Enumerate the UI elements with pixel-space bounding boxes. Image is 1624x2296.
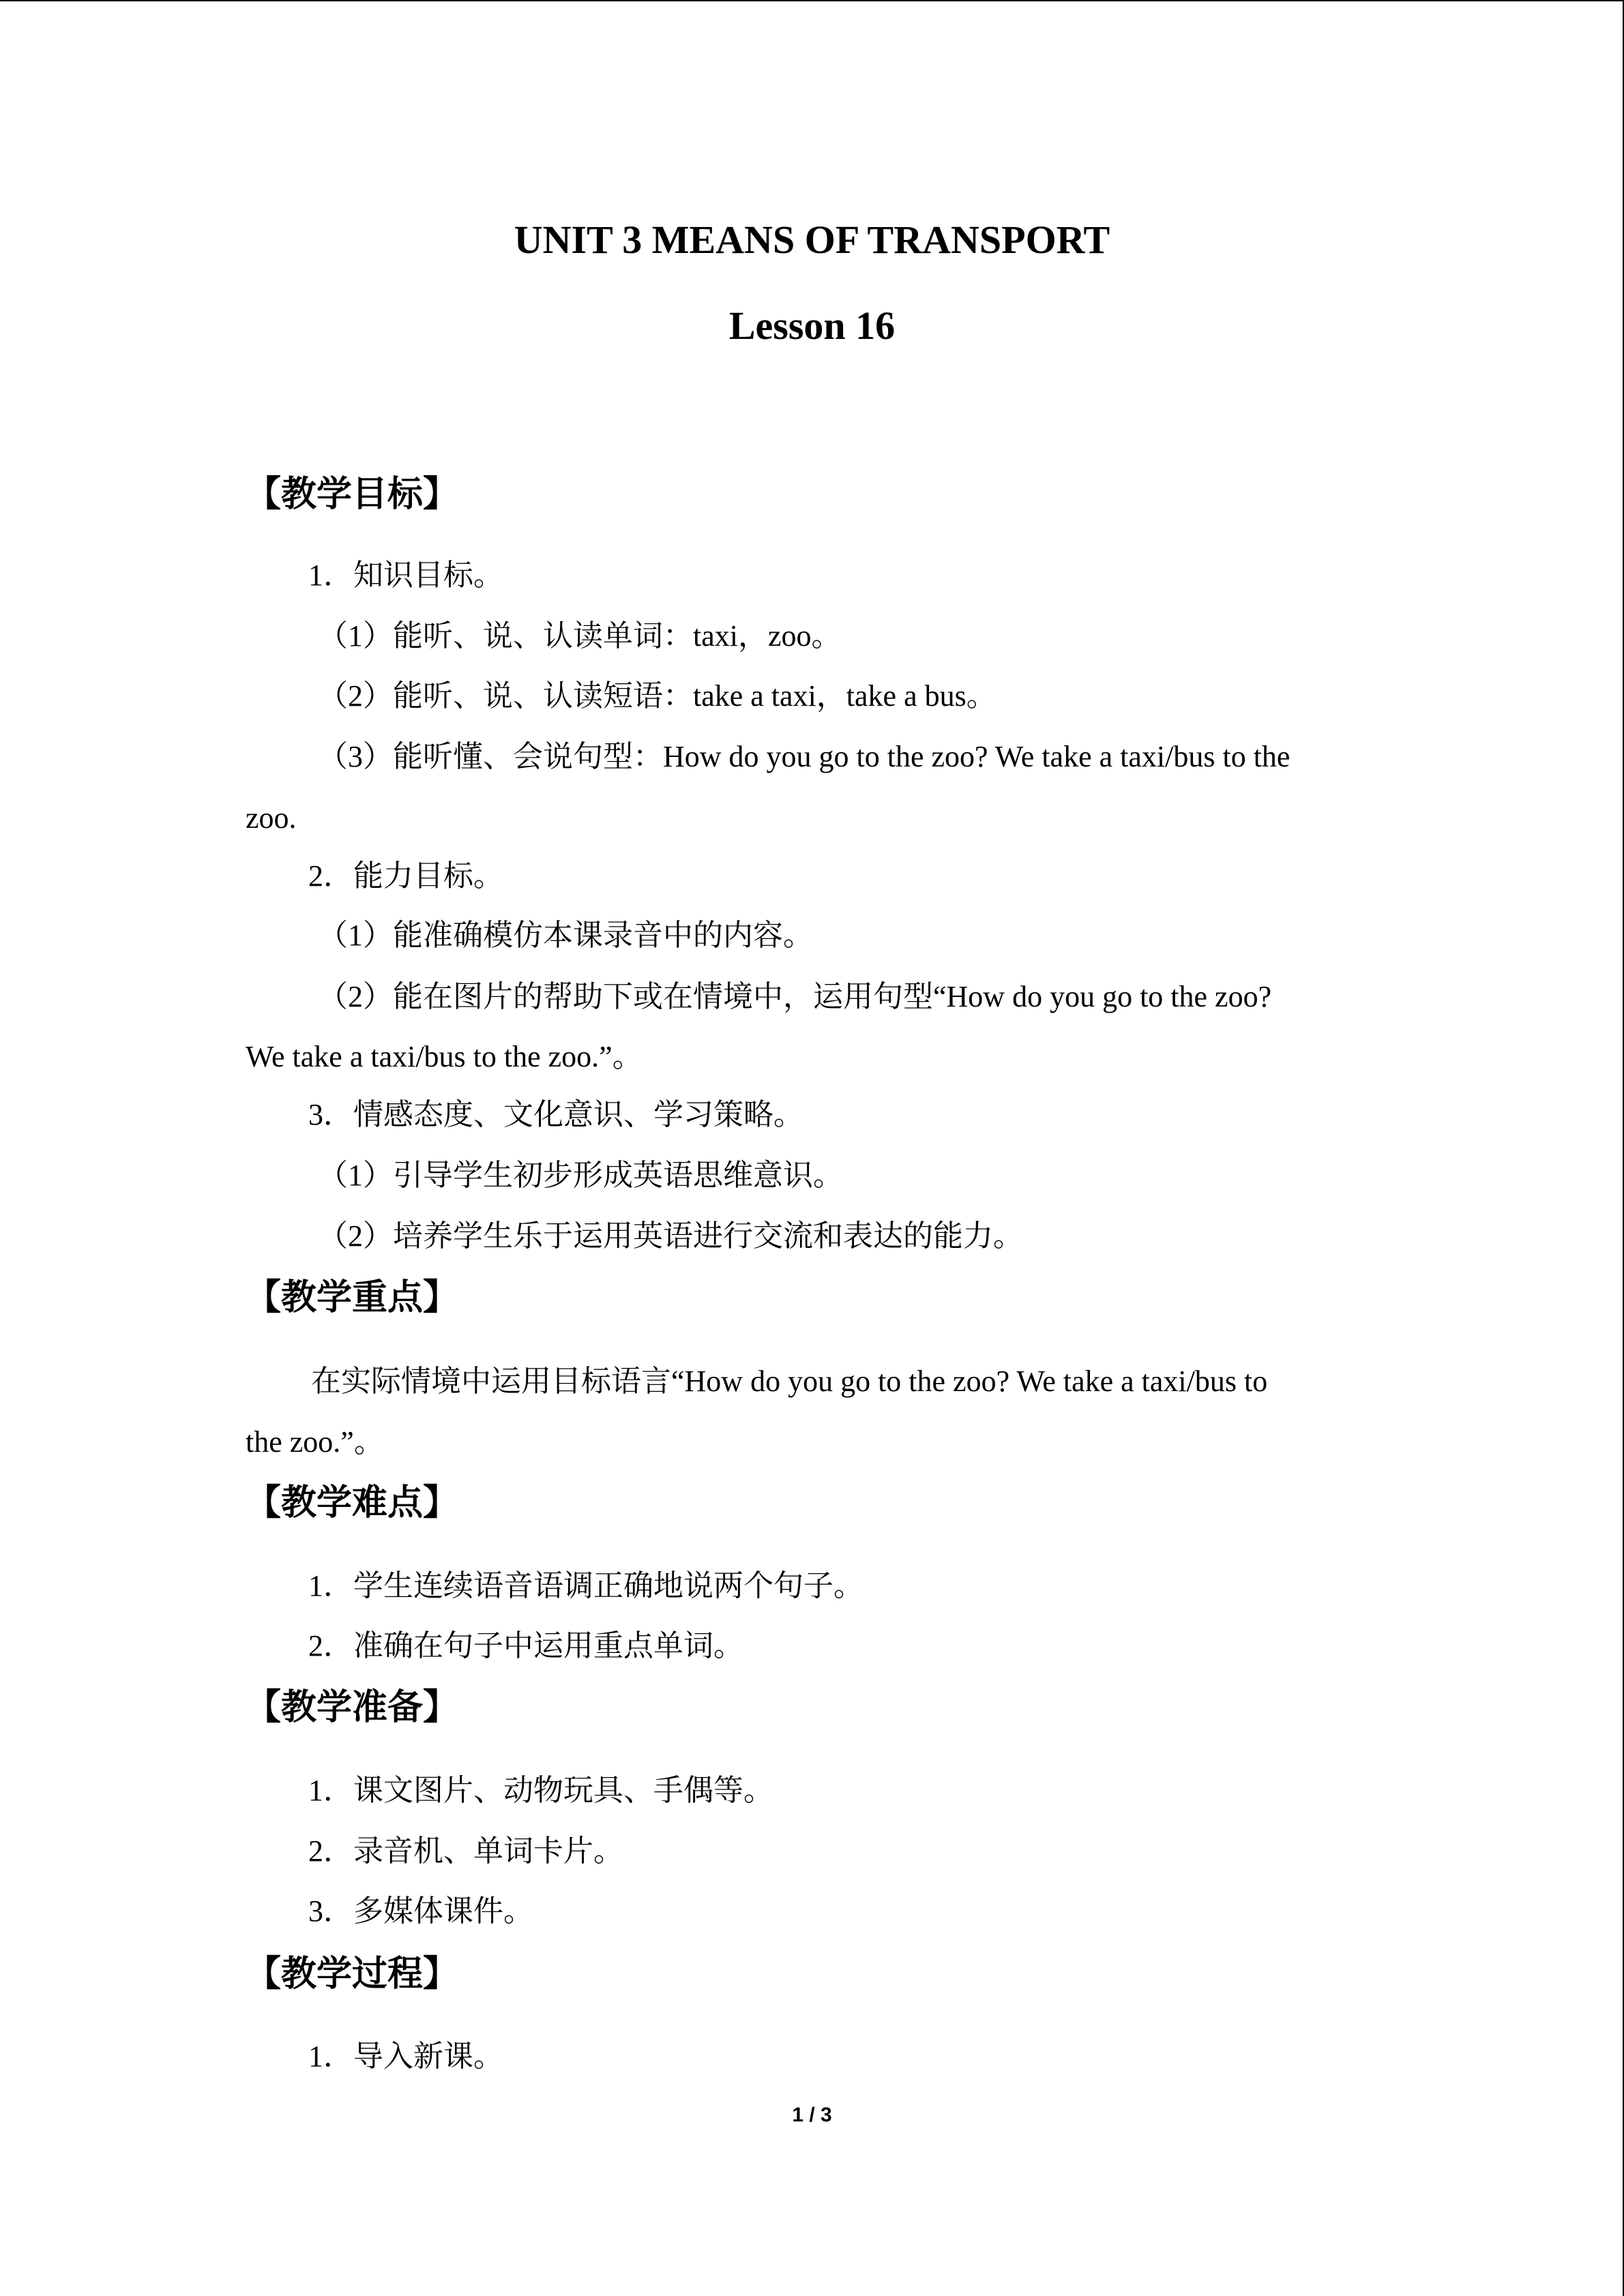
list-item: 2．录音机、单词卡片。	[308, 1834, 623, 1868]
list-item: 1．课文图片、动物玩具、手偶等。	[308, 1774, 773, 1807]
list-item-continuation: zoo.	[246, 801, 297, 835]
list-item-continuation: We take a taxi/bus to the zoo.”。	[246, 1040, 643, 1073]
list-item: （1）引导学生初步形成英语思维意识。	[318, 1159, 843, 1192]
list-item: 1．学生连续语音语调正确地说两个句子。	[308, 1569, 863, 1602]
list-item: （1）能准确模仿本课录音中的内容。	[318, 919, 813, 952]
list-item: 3．多媒体课件。	[308, 1894, 533, 1928]
paragraph-line: 在实际情境中运用目标语言“How do you go to the zoo? We take a taxi/bus to	[311, 1365, 1268, 1398]
section-heading-process: 【教学过程】	[246, 1955, 459, 1994]
top-border-line	[0, 0, 1624, 1]
list-item: 1．导入新课。	[308, 2040, 503, 2073]
document-title: UNIT 3 MEANS OF TRANSPORT	[514, 218, 1110, 262]
section-heading-key-points: 【教学重点】	[246, 1279, 459, 1317]
list-item: （2）培养学生乐于运用英语进行交流和表达的能力。	[318, 1219, 1023, 1253]
list-item: 2．能力目标。	[308, 859, 503, 893]
list-item: （2）能听、说、认读短语：take a taxi，take a bus。	[318, 679, 996, 713]
list-item: 2．准确在句子中运用重点单词。	[308, 1629, 743, 1663]
list-item: 1．知识目标。	[308, 558, 503, 592]
paragraph-line: the zoo.”。	[246, 1425, 384, 1459]
section-heading-preparation: 【教学准备】	[246, 1688, 459, 1727]
list-item: （2）能在图片的帮助下或在情境中，运用句型“How do you go to the zoo?	[318, 980, 1272, 1013]
list-item: 3．情感态度、文化意识、学习策略。	[308, 1098, 803, 1131]
section-heading-difficulties: 【教学难点】	[246, 1484, 459, 1523]
section-heading-objectives: 【教学目标】	[246, 475, 459, 514]
page-number: 1 / 3	[792, 2104, 832, 2126]
list-item: （3）能听懂、会说句型：How do you go to the zoo? We take a taxi/bus to the	[318, 740, 1290, 773]
list-item: （1）能听、说、认读单词：taxi，zoo。	[318, 619, 842, 653]
document-subtitle: Lesson 16	[728, 303, 896, 348]
